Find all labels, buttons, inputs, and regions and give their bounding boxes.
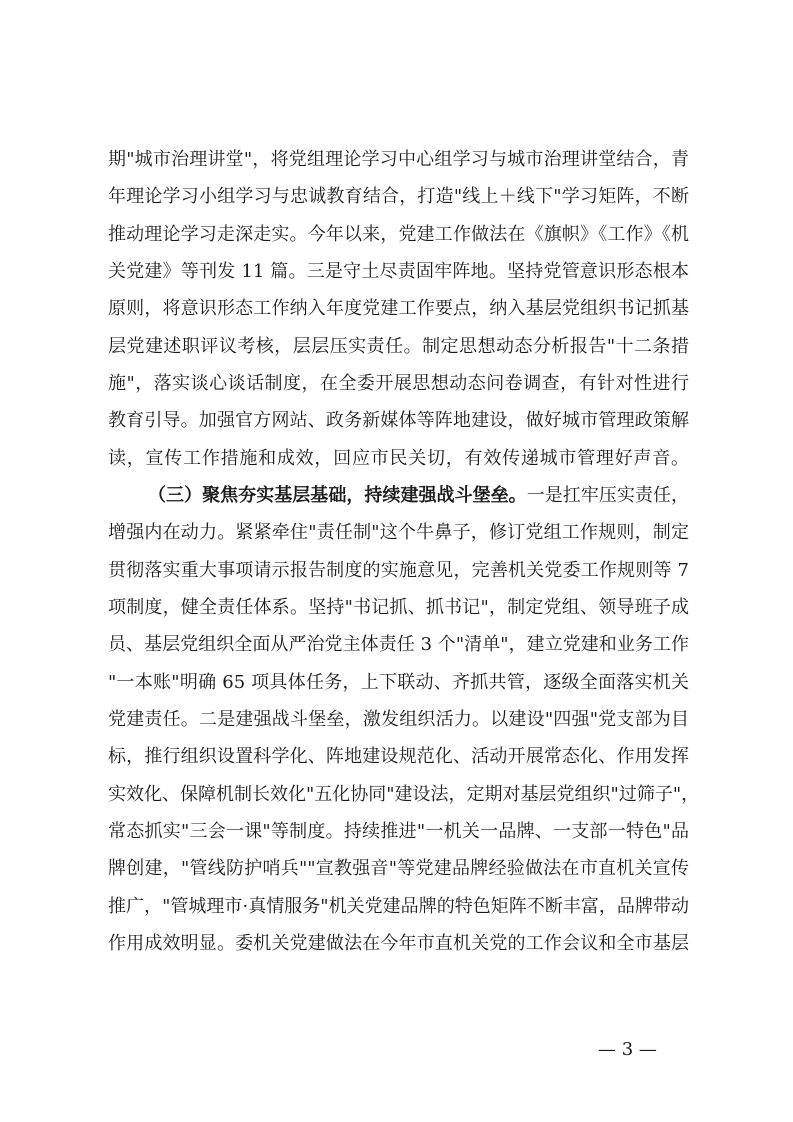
text-line: 实效化、保障机制长效化"五化协同"建设法，定期对基层党组织"过筛子"，	[108, 783, 700, 805]
text-line: 增强内在动力。紧紧牵住"责任制"这个牛鼻子，修订党组工作规则，制定	[108, 522, 689, 544]
text-line: 员、基层党组织全面从严治党主体责任 3 个"清单"，建立党建和业务工作	[108, 634, 689, 656]
text-line: 期"城市治理讲堂"，将党组理论学习中心组学习与城市治理讲堂结合，青	[108, 149, 689, 170]
text-line: 标，推行组织设置科学化、阵地建设规范化、活动开展常态化、作用发挥	[108, 746, 689, 768]
text-line: 教育引导。加强官方网站、政务新媒体等阵地建设，做好城市管理政策解	[108, 410, 689, 432]
text-line: 推动理论学习走深走实。今年以来，党建工作做法在《旗帜》《工作》《机	[108, 223, 689, 245]
text-line: 原则，将意识形态工作纳入年度党建工作要点，纳入基层党组织书记抓基	[108, 298, 689, 320]
text-line: "一本账"明确 65 项具体任务，上下联动、齐抓共管，逐级全面落实机关	[108, 671, 689, 693]
text-line: 关党建》等刊发 11 篇。三是守土尽责固牢阵地。坚持党管意识形态根本	[108, 260, 689, 282]
text-line: 党建责任。二是建强战斗堡垒，激发组织活力。以建设"四强"党支部为目	[108, 708, 689, 730]
text-line: 牌创建，"管线防护哨兵""宣教强音"等党建品牌经验做法在市直机关宣传	[108, 858, 689, 880]
text-line: 作用成效明显。委机关党建做法在今年市直机关党的工作会议和全市基层	[108, 932, 689, 954]
text-line: 读，宣传工作措施和成效，回应市民关切，有效传递城市管理好声音。	[108, 447, 689, 469]
text-line: 层党建述职评议考核，层层压实责任。制定思想动态分析报告"十二条措	[108, 335, 689, 357]
section-heading-line	[108, 477, 689, 514]
section-heading-rest: 一是扛牢压实责任，	[526, 484, 690, 506]
text-line: 年理论学习小组学习与忠诚教育结合，打造"线上＋线下"学习矩阵，不断	[108, 186, 689, 208]
document-body	[108, 141, 700, 962]
text-line: 项制度，健全责任体系。坚持"书记抓、抓书记"，制定党组、领导班子成	[108, 596, 689, 618]
text-line: 推广，"管城理市·真情服务"机关党建品牌的特色矩阵不断丰富，品牌带动	[108, 895, 689, 917]
text-line: 施"，落实谈心谈话制度，在全委开展思想动态问卷调查，有针对性进行	[108, 372, 689, 394]
text-line: 常态抓实"三会一课"等制度。持续推进"一机关一品牌、一支部一特色"品	[108, 820, 689, 842]
text-line: 贯彻落实重大事项请示报告制度的实施意见，完善机关党委工作规则等 7	[108, 559, 689, 581]
section-heading: （三）聚焦夯实基层基础，持续建强战斗堡垒。	[148, 484, 527, 506]
page-number: — 3 —	[598, 1039, 657, 1060]
